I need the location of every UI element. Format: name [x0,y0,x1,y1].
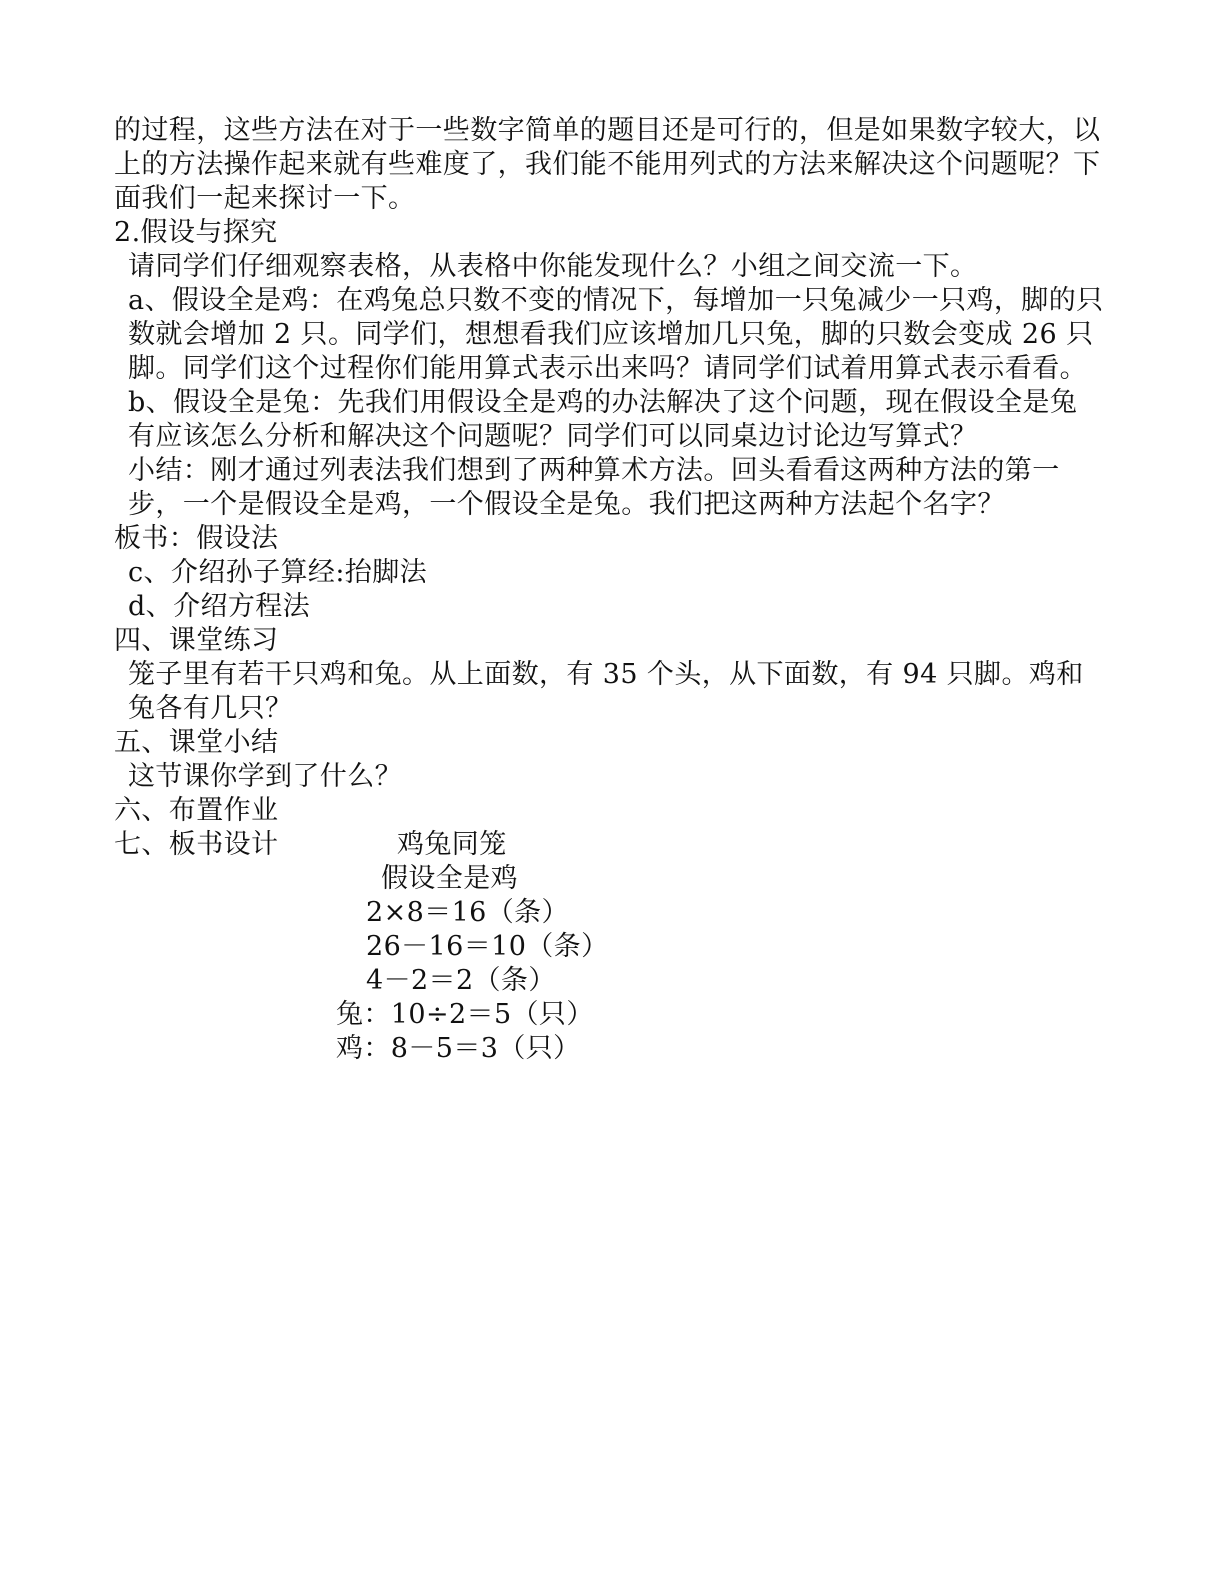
board-design [114,862,1104,1064]
board-title: 鸡兔同笼 [397,829,507,860]
document-page [114,114,1104,1064]
board-line-4: 兔：10÷2＝5（只） [336,999,594,1030]
paragraph-exercise: 笼子里有若干只鸡和兔。从上面数，有 35 个头，从下面数，有 94 只脚。鸡和兔各有几只？ [128,659,1084,724]
heading-homework: 六、布置作业 [114,795,279,826]
board-line-2: 26－16＝10（条） [366,931,609,962]
board-line-3: 4－2＝2（条） [366,965,556,996]
board-subtitle: 假设全是鸡 [381,863,518,894]
item-equation: d、介绍方程法 [128,591,311,622]
paragraph-summary: 小结：刚才通过列表法我们想到了两种算术方法。回头看看这两种方法的第一步，一个是假设全是鸡，一个假设全是兔。我们把这两种方法起个名字？ [128,455,1060,520]
board-design-header [114,828,1104,862]
board-line-1: 2×8＝16（条） [366,897,569,928]
paragraph-assume-rabbit: b、假设全是兔：先我们用假设全是鸡的办法解决了这个问题，现在假设全是兔有应该怎么分析和解决这个问题呢？同学们可以同桌边讨论边写算式？ [128,387,1078,452]
board-line-5: 鸡：8－5＝3（只） [336,1033,581,1064]
item-sunzi: c、介绍孙子算经:抬脚法 [128,557,428,588]
paragraph-assume-chicken: a、假设全是鸡：在鸡兔总只数不变的情况下，每增加一只兔减少一只鸡，脚的只数就会增加 2 只。同学们，想想看我们应该增加几只兔，脚的只数会变成 26 只脚。同学们这个过程你们能用算式表示出来吗？请同学们试着用算式表示看看。 [128,285,1104,384]
heading-class-summary: 五、课堂小结 [114,727,279,758]
heading-board-design: 七、板书设计 [114,829,279,860]
board-note: 板书：假设法 [114,523,279,554]
paragraph-observe: 请同学们仔细观察表格，从表格中你能发现什么？小组之间交流一下。 [128,251,978,282]
paragraph-intro: 的过程，这些方法在对于一些数字简单的题目还是可行的，但是如果数字较大，以上的方法操作起来就有些难度了，我们能不能用列式的方法来解决这个问题呢？下面我们一起来探讨一下。 [114,115,1101,214]
heading-practice: 四、课堂练习 [114,625,279,656]
paragraph-summary-question: 这节课你学到了什么？ [128,761,402,792]
heading-hypothesis: 2.假设与探究 [114,217,278,248]
